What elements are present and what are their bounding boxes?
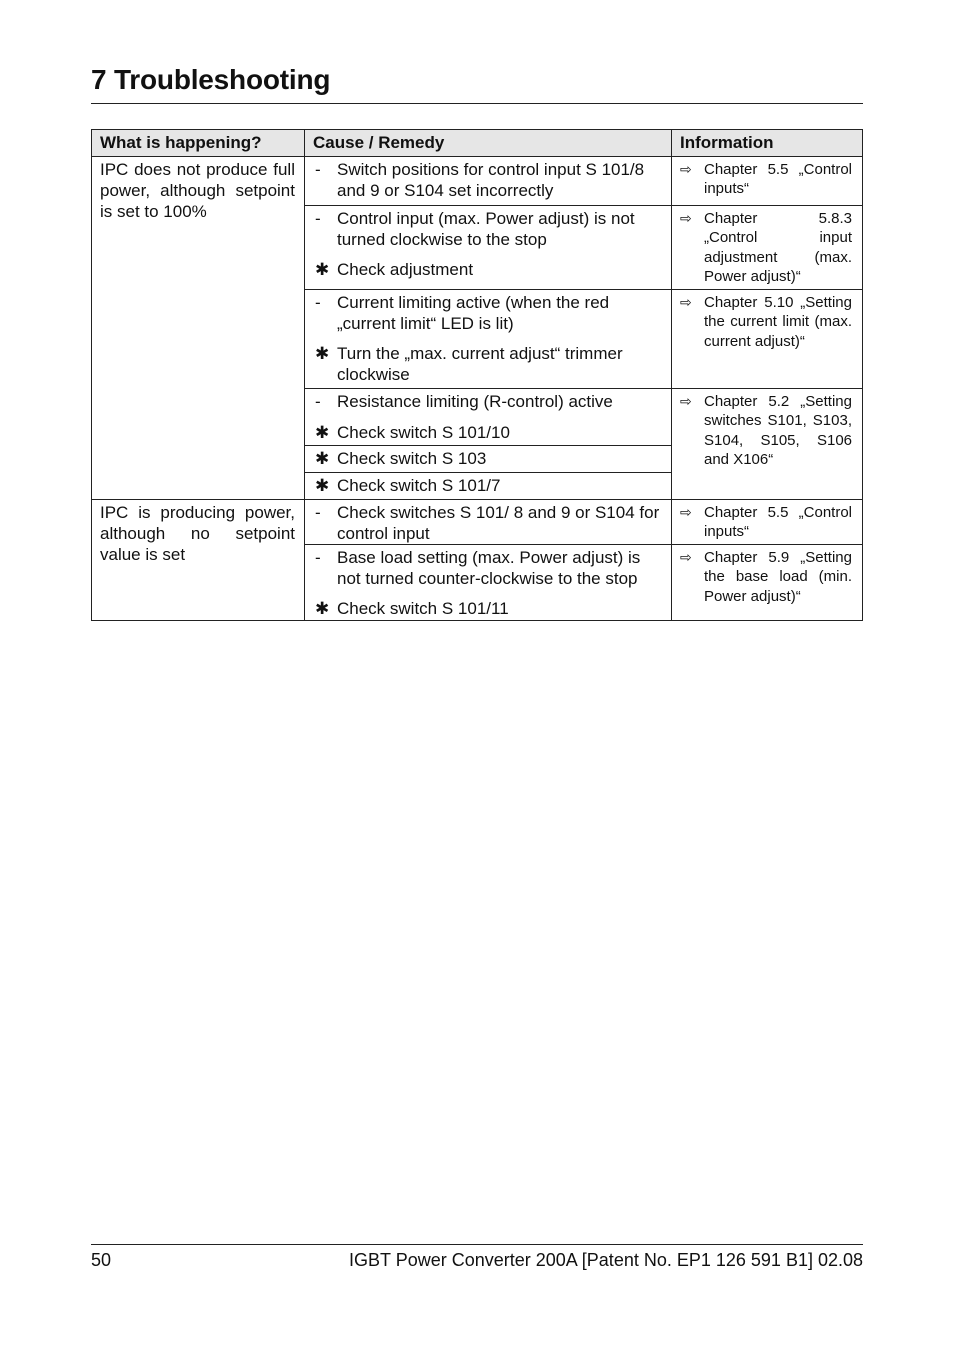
- document-reference: IGBT Power Converter 200A [Patent No. EP1 126 591 B1] 02.08: [349, 1250, 863, 1270]
- remedy-text: Check switch S 101/11: [337, 599, 509, 618]
- asterisk-icon: ✱: [315, 344, 330, 363]
- troubleshooting-table: [91, 129, 863, 621]
- dash-marker: -: [315, 503, 321, 522]
- cause-cell: [305, 290, 672, 389]
- remedy-text: Turn the „max. current adjust“ trimmer clockwise: [337, 344, 623, 384]
- happening-cell: [92, 157, 305, 500]
- info-text: Chapter 5.5 „Control inputs“: [704, 161, 852, 198]
- info-text: Chapter 5.8.3 „Control input adjustment (max. Power adjust)“: [704, 210, 852, 285]
- info-text: Chapter 5.10 „Setting the current limit (max. current adjust)“: [704, 294, 852, 350]
- cause-cell: [305, 446, 672, 473]
- asterisk-icon: ✱: [315, 422, 330, 442]
- cause-text: Check switches S 101/ 8 and 9 or S104 for control input: [337, 503, 660, 543]
- remedy-text: Check switch S 101/10: [337, 422, 510, 442]
- cause-text: Current limiting active (when the red „current limit“ LED is lit): [337, 293, 610, 333]
- arrow-right-icon: ⇨: [680, 210, 692, 226]
- cause-text: Switch positions for control input S 101/8 and 9 or S104 set incorrectly: [337, 160, 645, 200]
- dash-marker: -: [315, 160, 321, 179]
- table-row: [92, 500, 863, 545]
- remedy-text: Check switch S 103: [337, 449, 487, 468]
- asterisk-icon: ✱: [315, 449, 330, 468]
- arrow-right-icon: ⇨: [680, 161, 692, 177]
- info-cell: [672, 290, 863, 389]
- page-number: 50: [91, 1250, 112, 1270]
- cause-cell: [305, 157, 672, 206]
- cause-text: Resistance limiting (R-control) active: [337, 392, 613, 411]
- dash-marker: -: [315, 209, 321, 228]
- info-cell: [672, 389, 863, 500]
- title-divider: [91, 103, 863, 104]
- cause-cell: [305, 206, 672, 290]
- arrow-right-icon: ⇨: [680, 294, 692, 310]
- dash-marker: -: [315, 548, 321, 567]
- info-text: Chapter 5.2 „Setting switches S101, S103, S104, S105, S106 and X106“: [704, 393, 852, 468]
- cause-cell: [305, 389, 672, 446]
- info-cell: [672, 157, 863, 206]
- asterisk-icon: ✱: [315, 476, 330, 495]
- happening-text: IPC is producing power, although no setpoint value is set: [100, 503, 295, 564]
- info-cell: [672, 206, 863, 290]
- cause-cell: [305, 500, 672, 545]
- info-text: Chapter 5.9 „Setting the base load (min. Power adjust)“: [704, 549, 852, 605]
- arrow-right-icon: ⇨: [680, 549, 692, 565]
- header-information: Information: [672, 130, 863, 157]
- cause-cell: [305, 473, 672, 500]
- arrow-right-icon: ⇨: [680, 504, 692, 520]
- happening-cell: [92, 500, 305, 621]
- header-what-is-happening: What is happening?: [92, 130, 305, 157]
- happening-text: IPC does not produce full power, although setpoint is set to 100%: [100, 160, 295, 221]
- cause-cell: [305, 545, 672, 621]
- header-cause-remedy: Cause / Remedy: [305, 130, 672, 157]
- asterisk-icon: ✱: [315, 260, 330, 279]
- dash-marker: -: [315, 293, 321, 312]
- info-text: Chapter 5.5 „Control inputs“: [704, 504, 852, 541]
- arrow-right-icon: ⇨: [680, 393, 692, 409]
- remedy-text: Check adjustment: [337, 260, 474, 279]
- page-title: 7 Troubleshooting: [91, 64, 331, 95]
- remedy-text: Check switch S 101/7: [337, 476, 501, 495]
- info-cell: [672, 500, 863, 545]
- footer-divider: [91, 1244, 863, 1245]
- cause-text: Base load setting (max. Power adjust) is not turned counter-clockwise to the stop: [337, 548, 641, 588]
- dash-marker: -: [315, 392, 321, 411]
- table-row: [92, 157, 863, 206]
- table-header-row: [92, 130, 863, 157]
- asterisk-icon: ✱: [315, 599, 330, 618]
- cause-text: Control input (max. Power adjust) is not turned clockwise to the stop: [337, 209, 635, 249]
- info-cell: [672, 545, 863, 621]
